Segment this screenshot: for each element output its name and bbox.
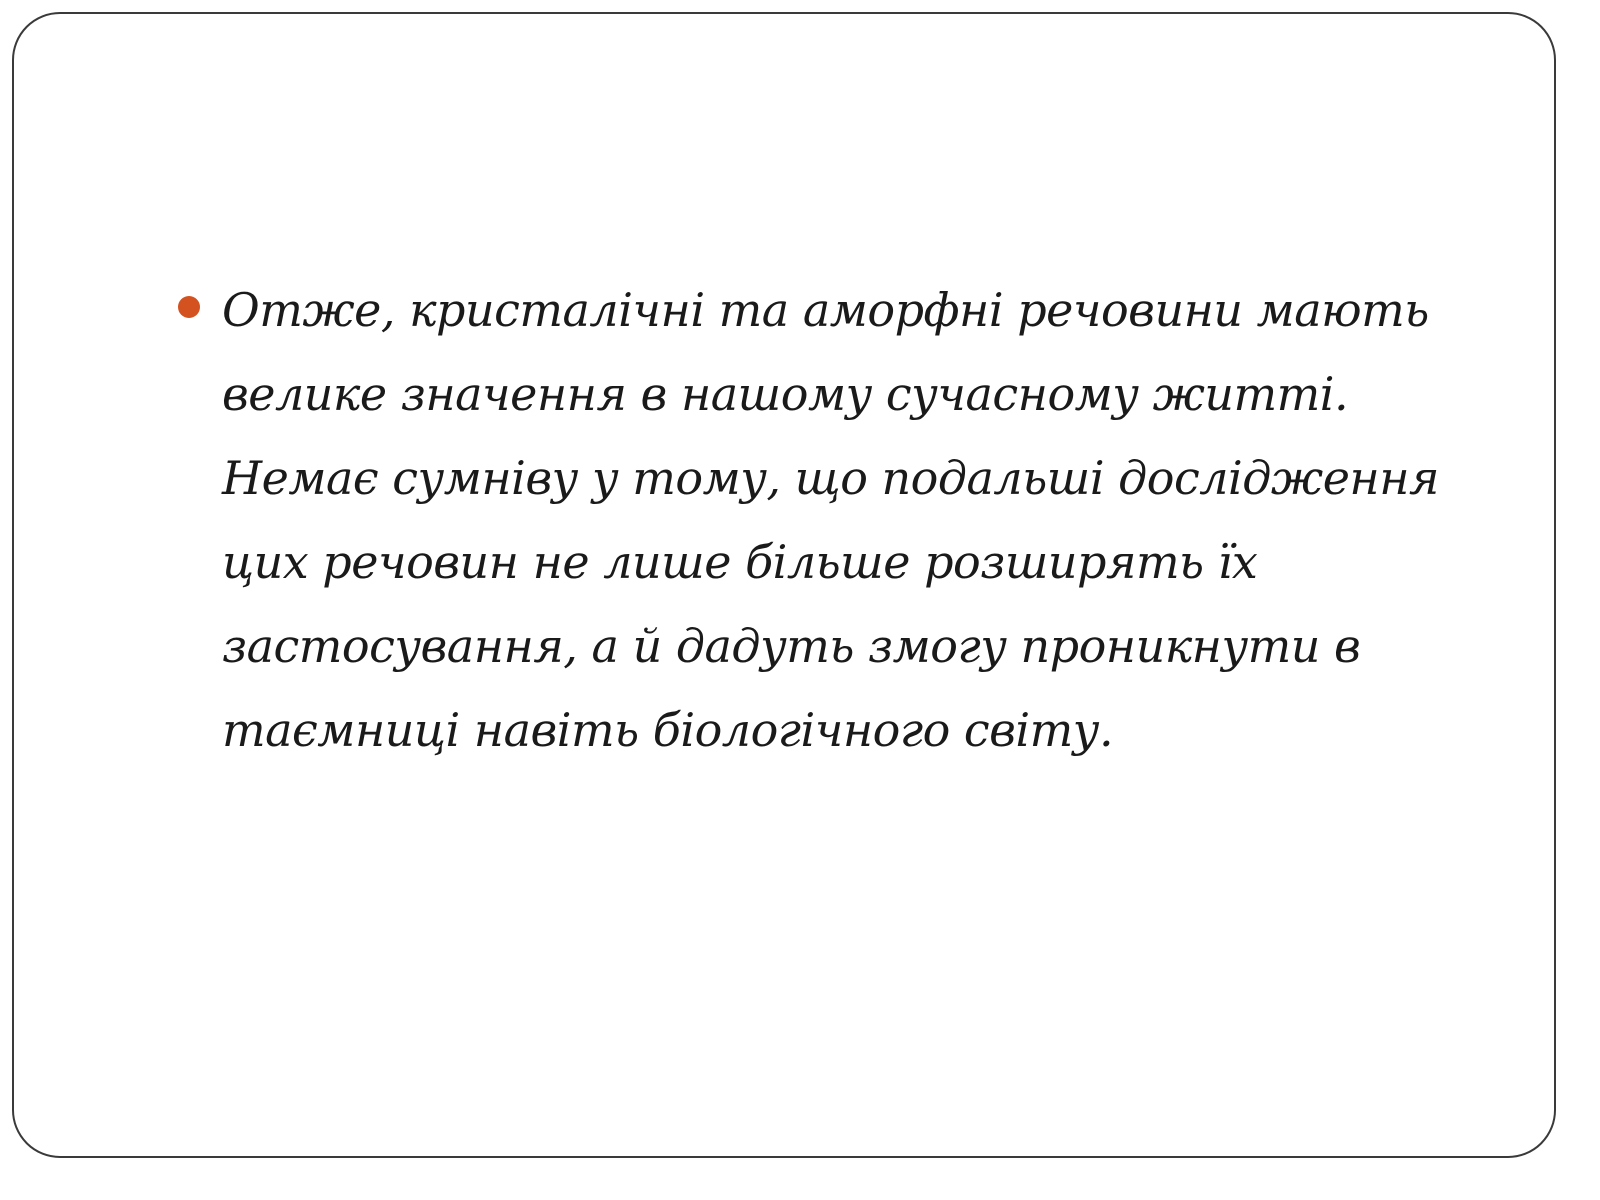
bullet-item — [174, 268, 1494, 772]
bullet-dot-icon — [178, 296, 200, 318]
slide-content — [174, 268, 1494, 772]
bullet-text: Отже, кристалічні та аморфні речовини мають велике значення в нашому сучасному житті. Немає сумніву у тому, що подальші дослідження цих речовин не лише більше розширять їх застосування, а й дадуть змогу проникнути в таємниці навіть біологічного світу. — [222, 283, 1439, 757]
